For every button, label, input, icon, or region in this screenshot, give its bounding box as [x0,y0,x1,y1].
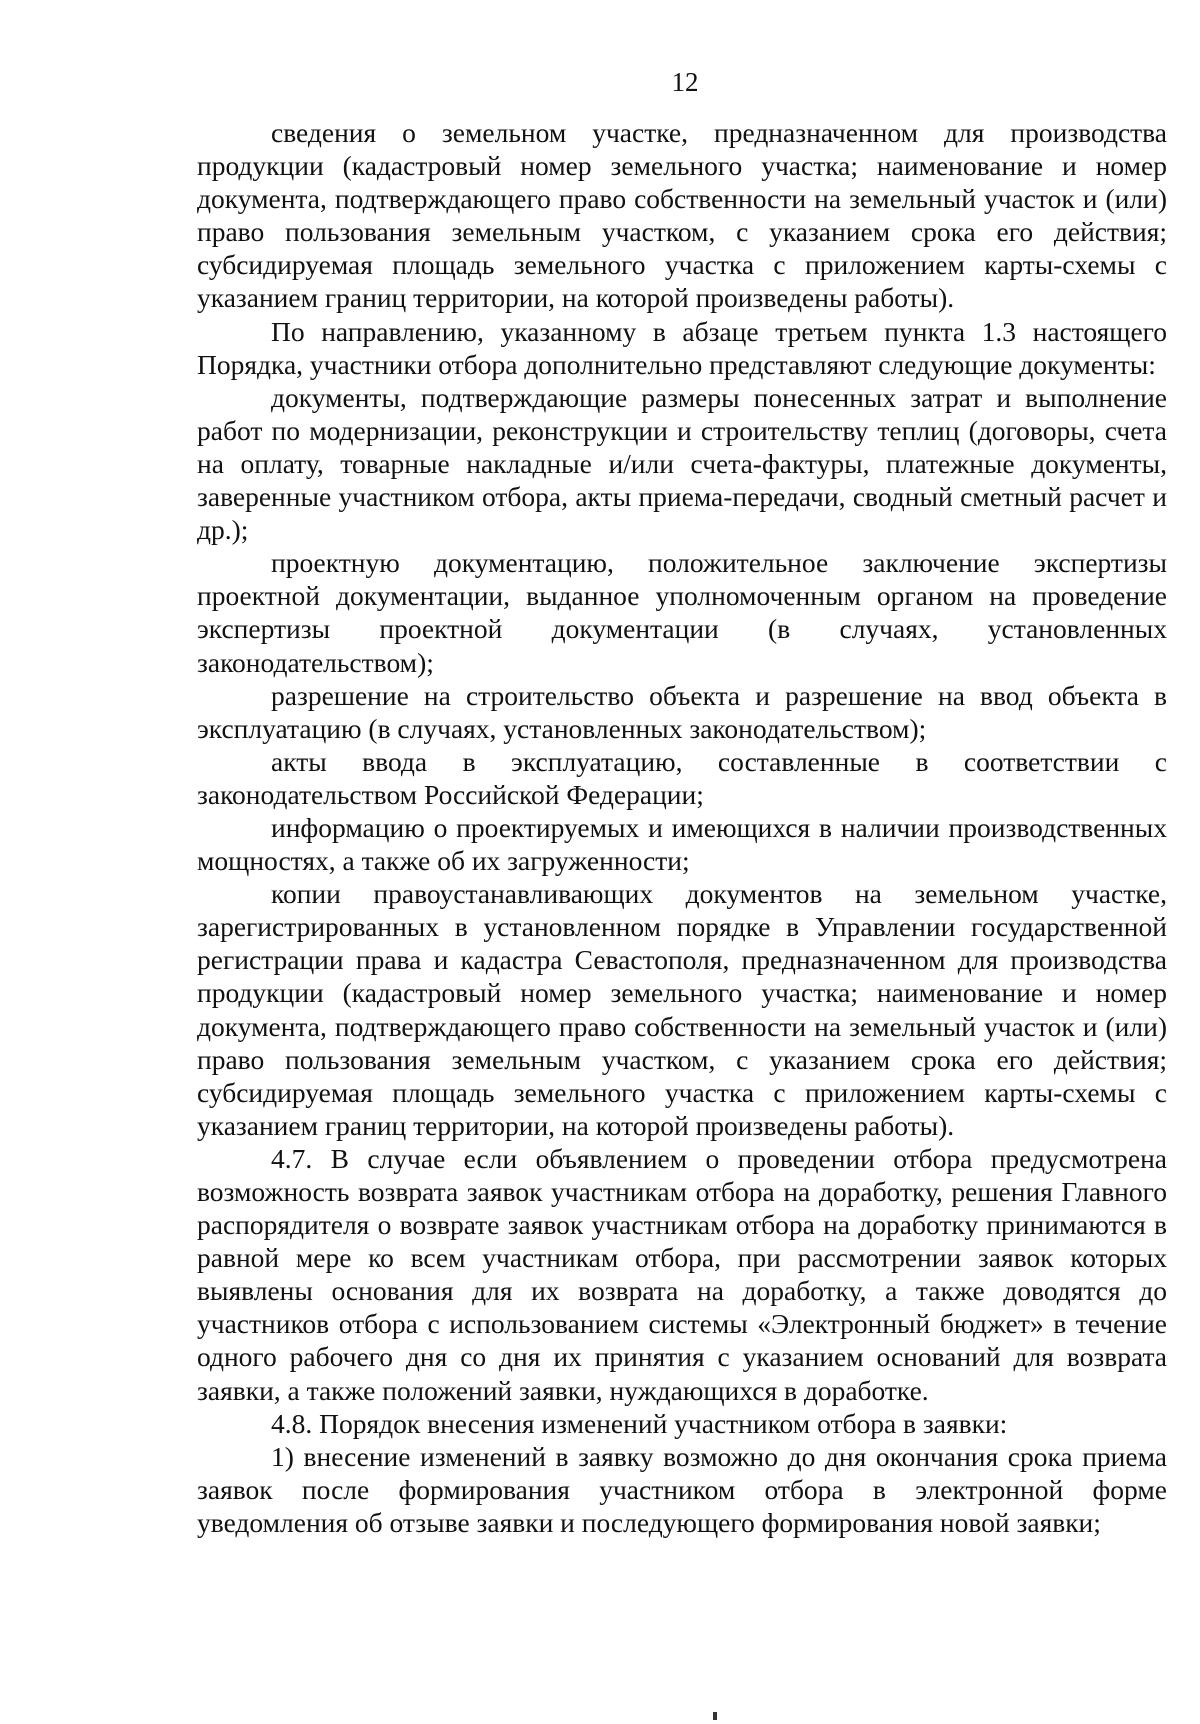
paragraph-section-4-7: 4.7. В случае если объявлением о проведении отбора предусмотрена возможность возврата заявок участникам отбора на доработку, решения Главного распорядителя о возврате заявок участникам отбора на доработку принимаются в равной мере ко всем участникам отбора, при рассмотрении заявок которых выявлены основания для их возврата на доработку, а также доводятся до участников отбора с использованием системы «Электронный бюджет» в течение одного рабочего дня со дня их принятия с указанием оснований для возврата заявки, а также положений заявки, нуждающихся в доработке. [197,1142,1167,1406]
paragraph-item-1: 1) внесение изменений в заявку возможно до дня окончания срока приема заявок после формирования участником отбора в электронной форме уведомления об отзыве заявки и последующего формирования новой заявки; [197,1440,1167,1538]
scan-mark [713,1712,717,1720]
page-number: 12 [671,67,699,97]
paragraph-construction-permit: разрешение на строительство объекта и разрешение на ввод объекта в эксплуатацию (в случаях, установленных законодательством); [197,679,1167,744]
paragraph-commissioning-acts: акты ввода в эксплуатацию, составленные в соответствии с законодательством Российской Федерации; [197,745,1167,810]
paragraph-land-plot-info: сведения о земельном участке, предназначенном для производства продукции (кадастровый номер земельного участка; наименование и номер документа, подтверждающего право собственности на земельный участок и (или) право пользования земельным участком, с указанием срока его действия; субсидируемая площадь земельного участка с приложением карты-схемы с указанием границ территории, на которой произведены работы). [197,117,1167,314]
paragraph-direction-intro: По направлению, указанному в абзаце третьем пункта 1.3 настоящего Порядка, участники отбора дополнительно представляют следующие документы: [197,315,1167,380]
paragraph-project-documentation: проектную документацию, положительное заключение экспертизы проектной документации, выданное уполномоченным органом на проведение экспертизы проектной документации (в случаях, установленных законодательством); [197,547,1167,678]
paragraph-production-capacity: информацию о проектируемых и имеющихся в наличии производственных мощностях, а также об их загруженности; [197,811,1167,877]
paragraph-cost-documents: документы, подтверждающие размеры понесенных затрат и выполнение работ по модернизации, реконструкции и строительству теплиц (договоры, счета на оплату, товарные накладные и/или счета-фактуры, платежные документы, заверенные участником отбора, акты приема-передачи, сводный сметный расчет и др.); [197,381,1167,546]
document-body [197,116,1167,1539]
paragraph-section-4-8: 4.8. Порядок внесения изменений участником отбора в заявки: [271,1407,1008,1439]
paragraph-title-documents: копии правоустанавливающих документов на земельном участке, зарегистрированных в установленном порядке в Управлении государственной регистрации права и кадастра Севастополя, предназначенном для производства продукции (кадастровый номер земельного участка; наименование и номер документа, подтверждающего право собственности на земельный участок и (или) право пользования земельным участком, с указанием срока его действия; субсидируемая площадь земельного участка с приложением карты-схемы с указанием границ территории, на которой произведены работы). [197,878,1167,1141]
